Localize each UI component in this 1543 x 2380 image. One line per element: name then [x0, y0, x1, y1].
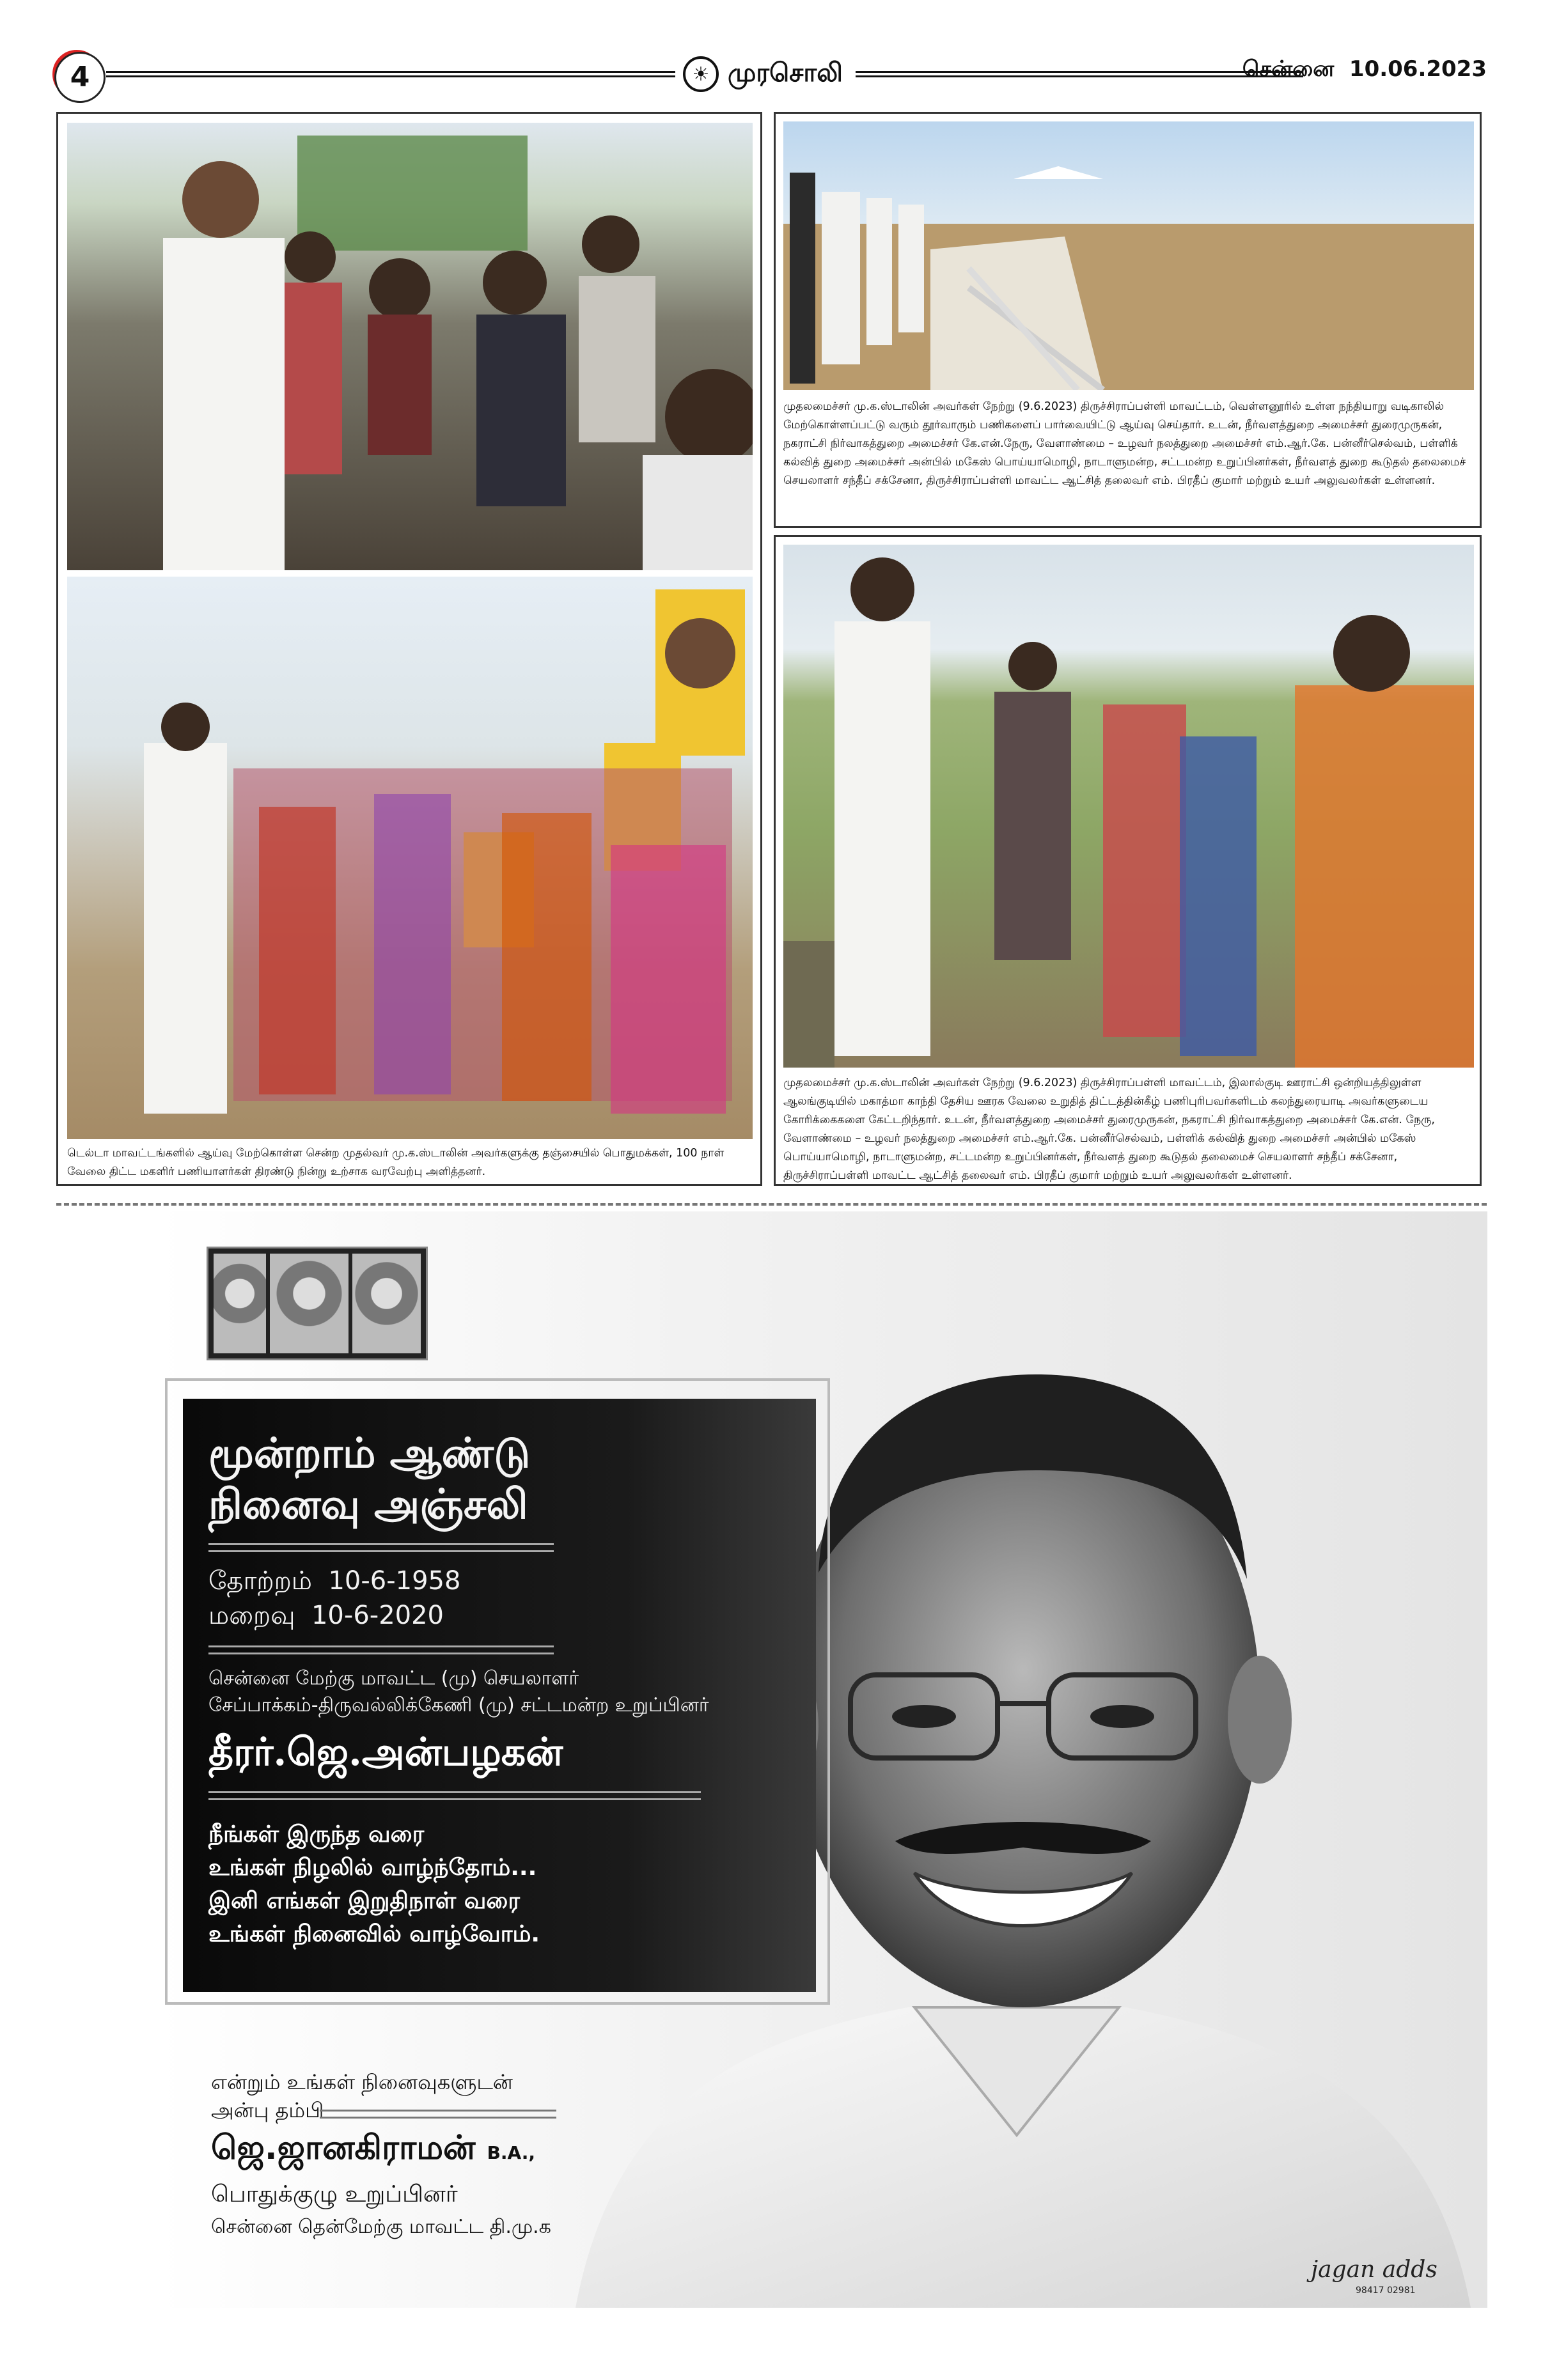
role-line-1: சென்னை மேற்கு மாவட்ட (மு) செயலாளர்	[208, 1667, 579, 1690]
top-right-photo-panel	[774, 112, 1482, 528]
verse-line: இனி எங்கள் இறுதிநாள் வரை	[208, 1888, 520, 1914]
leader-photo-3	[352, 1254, 421, 1353]
from-role-2: சென்னை தென்மேற்கு மாவட்ட தி.மு.க	[211, 2216, 551, 2238]
photo-crowd-greeting-art	[67, 123, 753, 570]
ad-agency: jagan adds	[1311, 2257, 1437, 2283]
header-rule-right	[856, 71, 1303, 77]
leaders-photo-strip	[207, 1247, 428, 1360]
photo-women-welcome-art	[67, 577, 753, 1139]
from-name-line	[211, 2129, 535, 2172]
death-line	[208, 1601, 444, 1633]
from-name: ஜெ.ஜானகிராமன்	[211, 2129, 476, 2167]
photo-workers-interaction-art	[783, 545, 1474, 1068]
tribute-verse	[208, 1818, 540, 1951]
bottom-right-photo-panel	[774, 535, 1482, 1186]
from-role-1: பொதுக்குழு உறுப்பினர்	[211, 2181, 458, 2207]
tribute-rule-1	[208, 1543, 554, 1552]
dateline	[1242, 56, 1487, 84]
tribute-text-box	[183, 1399, 816, 1992]
photo-crowd-greeting	[67, 123, 753, 570]
tribute-title-line2: நினைவு அஞ்சலி	[208, 1481, 528, 1528]
verse-line: உங்கள் நிழலில் வாழ்ந்தோம்...	[208, 1855, 537, 1881]
photo-canal-inspection-art	[783, 121, 1474, 390]
left-photo-panel	[56, 112, 762, 1186]
birth-label: தோற்றம்	[208, 1566, 312, 1596]
photo-canal-inspection	[783, 121, 1474, 390]
verse-line: உங்கள் நினைவில் வாழ்வோம்.	[208, 1921, 540, 1947]
section-divider	[56, 1203, 1487, 1206]
tribute-rule-3	[208, 1791, 701, 1800]
date: 10.06.2023	[1349, 56, 1487, 82]
photo-workers-interaction	[783, 545, 1474, 1068]
death-date: 10-6-2020	[311, 1601, 444, 1630]
verse-line: நீங்கள் இருந்த வரை	[208, 1821, 425, 1847]
caption-top-right: முதலமைச்சர் மு.க.ஸ்டாலின் அவர்கள் நேற்று (9.6.2023) திருச்சிராப்பள்ளி மாவட்டம், வெள்ளனூரில் உள்ள நந்தியாறு வடிகாலில் மேற்கொள்ளப்பட்டு வரும் தூர்வாரும் பணிகளைப் பார்வையிட்டு ஆய்வு செய்தார். உடன், நீர்வளத்துறை அமைச்சர் துரைமுருகன், நகராட்சி நிர்வாகத்துறை அமைச்சர் கே.என்.நேரு, வேளாண்மை – உழவர் நலத்துறை அமைச்சர் எம்.ஆர்.கே. பன்னீர்செல்வம், பள்ளிக் கல்வித் துறை அமைச்சர் அன்பில் மகேஸ் பொய்யாமொழி, நாடாளுமன்ற, சட்டமன்ற உறுப்பினர்கள், நீர்வளத் துறை கூடுதல் தலைமைச் செயலாளர் சந்தீப் சக்சேனா, திருச்சிராப்பள்ளி மாவட்ட ஆட்சித் தலைவர் எம். பிரதீப் குமார் மற்றும் உயர் அலுவலர்கள் உள்ளனர்.	[783, 400, 1466, 487]
tribute-person-name: தீரர்.ஜெ.அன்பழகன்	[208, 1730, 563, 1775]
birth-line	[208, 1566, 460, 1599]
city: சென்னை	[1242, 56, 1335, 82]
birth-date: 10-6-1958	[328, 1566, 461, 1596]
from-line-2: அன்பு தம்பி	[211, 2098, 324, 2122]
caption-bottom-right: முதலமைச்சர் மு.க.ஸ்டாலின் அவர்கள் நேற்று (9.6.2023) திருச்சிராப்பள்ளி மாவட்டம், இலால்குடி ஊராட்சி ஒன்றியத்திலுள்ள ஆலங்குடியில் மகாத்மா காந்தி தேசிய ஊரக வேலை உறுதித் திட்டத்தின்கீழ் பணிபுரிபவர்களிடம் கலந்துரையாடி அவர்களுடைய கோரிக்கைகளை கேட்டறிந்தார். உடன், நீர்வளத்துறை அமைச்சர் துரைமுருகன், நகராட்சி நிர்வாகத்துறை அமைச்சர் கே.என். நேரு, வேளாண்மை – உழவர் நலத்துறை அமைச்சர் எம்.ஆர்.கே. பன்னீர்செல்வம், பள்ளிக் கல்வித் துறை அமைச்சர் அன்பில் மகேஸ் பொய்யாமொழி, நாடாளுமன்ற, சட்டமன்ற உறுப்பினர்கள், நீர்வளத் துறை கூடுதல் தலைமைச் செயலாளர் சந்தீப் சக்சேனா, திருச்சிராப்பள்ளி மாவட்ட ஆட்சித் தலைவர் எம். பிரதீப் குமார் மற்றும் உயர் அலுவலர்கள் உள்ளனர்.	[783, 1077, 1435, 1182]
tribute-title-line1: மூன்றாம் ஆண்டு	[208, 1429, 531, 1477]
photo-women-welcome	[67, 577, 753, 1139]
ad-phone: 98417 02981	[1356, 2285, 1416, 2296]
death-label: மறைவு	[208, 1601, 295, 1630]
tribute-rule-2	[208, 1645, 554, 1654]
from-degree: B.A.,	[487, 2142, 536, 2163]
leader-photo-1	[214, 1254, 266, 1353]
from-rule	[320, 2110, 556, 2119]
paper-name: முரசொலி	[728, 58, 843, 88]
header-rule-left	[106, 71, 675, 77]
page-number: 4	[56, 54, 104, 101]
rising-sun-logo-icon: ☀	[683, 56, 719, 92]
page-header	[56, 54, 1487, 95]
from-line-1: என்றும் உங்கள் நினைவுகளுடன்	[211, 2070, 513, 2094]
caption-bottom-left: டெல்டா மாவட்டங்களில் ஆய்வு மேற்கொள்ள சென்ற முதல்வர் மு.க.ஸ்டாலின் அவர்களுக்கு தஞ்சையில் பொதுமக்கள், 100 நாள் வேலை திட்ட மகளிர் பணியாளர்கள் திரண்டு நின்று உற்சாக வரவேற்பு அளித்தனர்.	[67, 1147, 725, 1178]
masthead	[683, 55, 843, 93]
role-line-2: சேப்பாக்கம்-திருவல்லிக்கேணி (மு) சட்டமன்ற உறுப்பினர்	[208, 1694, 709, 1716]
leader-photo-2	[270, 1254, 349, 1353]
